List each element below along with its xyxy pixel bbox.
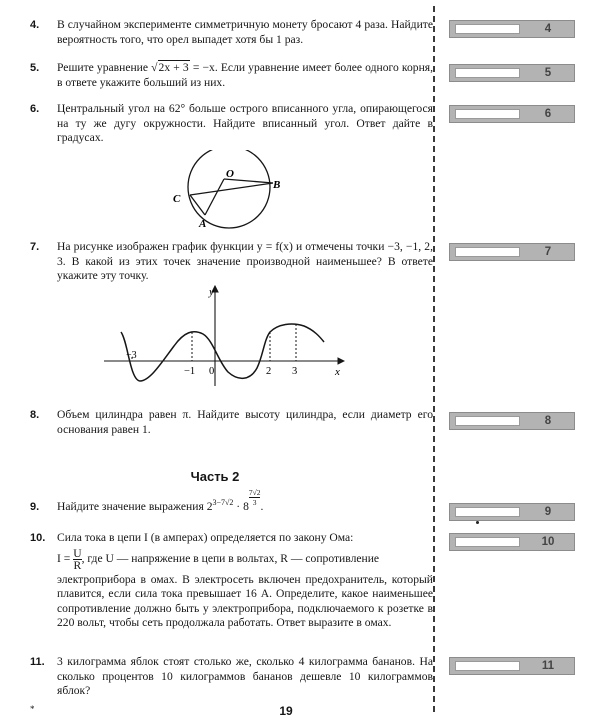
ohm-fraction: $\frac{U}{R}$ — [73, 546, 82, 572]
problem-number: 8. — [30, 409, 40, 421]
answer-box-label: 4 — [544, 23, 552, 35]
problem-text: Центральный угол на 62° больше острого вписанного угла, опирающегося на ту же дугу окружности. Найдите вписанный угол. Ответ дайте в градусах. — [57, 102, 433, 145]
stray-dot — [476, 521, 479, 524]
problem-number: 7. — [30, 241, 40, 253]
segment-OA — [205, 179, 224, 215]
answer-box-label: 8 — [544, 415, 552, 427]
answer-input[interactable] — [455, 68, 520, 78]
answer-box-label: 9 — [544, 506, 552, 518]
answer-box-4[interactable] — [449, 20, 575, 38]
problem-text: На рисунке изображен график функции y = f(x) и отмечены точки −3, −1, 2, 3. В какой из этих точек значение производной наименьшее? В ответе укажите эту точку. — [57, 240, 433, 283]
x-label: x — [335, 366, 340, 378]
answer-input[interactable] — [455, 537, 520, 547]
answer-box-10[interactable] — [449, 533, 575, 551]
answer-input[interactable] — [455, 661, 520, 671]
answer-input[interactable] — [455, 247, 520, 257]
answer-input[interactable] — [455, 416, 520, 426]
answer-input[interactable] — [455, 109, 520, 119]
label-C: C — [173, 193, 181, 205]
problem-number: 4. — [30, 19, 40, 31]
answer-box-5[interactable] — [449, 64, 575, 82]
answer-box-7[interactable] — [449, 243, 575, 261]
problem-number: 9. — [30, 501, 40, 513]
answer-box-label: 10 — [541, 536, 555, 548]
radical: 2x + 3 — [158, 61, 189, 74]
answer-box-label: 5 — [544, 67, 552, 79]
problem-text: Сила тока в цепи I (в амперах) определяется по закону Ома: I = $\frac{U}{R}$ , где U — напряжение в цепи в вольтах, R — сопротивление электроприбора в омах. В электросеть включен предохранитель, который плавится, если сила тока превышает 16 А. Определите, какое наименьшее сопротивление должно быть у электроприбора, подключаемого к розетке в 220 вольт, чтобы сеть продолжала работать. Ответ выразите в омах. — [57, 531, 433, 630]
problem-number: 10. — [30, 532, 46, 544]
answer-box-6[interactable] — [449, 105, 575, 123]
answer-box-9[interactable] — [449, 503, 575, 521]
answer-column-divider — [433, 6, 435, 712]
problem-text: Объем цилиндра равен π. Найдите высоту цилиндра, если диаметр его основания равен 1. — [57, 408, 433, 436]
answer-input[interactable] — [455, 507, 520, 517]
answer-box-label: 7 — [544, 246, 552, 258]
tick-neg3: −3 — [126, 350, 137, 361]
label-O: O — [226, 168, 234, 180]
answer-box-11[interactable] — [449, 657, 575, 675]
label-A: A — [199, 218, 207, 230]
answer-box-label: 6 — [544, 108, 552, 120]
problem-text: 3 килограмма яблок стоят столько же, сколько 4 килограмма бананов. На сколько процентов 10 килограммов бананов дешевле 10 килограммов яблок? — [57, 655, 433, 698]
answer-box-8[interactable] — [449, 412, 575, 430]
origin-label: 0 — [209, 366, 215, 377]
problem-text: Решите уравнение √2x + 3 = −x. Если уравнение имеет более одного корня, в ответе укажите больший из них. — [57, 61, 434, 89]
problem-number: 6. — [30, 103, 40, 115]
tick-3: 3 — [292, 366, 298, 377]
page-number: 19 — [279, 704, 293, 718]
segment-CB — [190, 183, 273, 195]
problem-text: Найдите значение выражения $2^{3-7√2} \cdot 8$ $\frac{7√2}{3}$ . — [57, 488, 264, 513]
circle-figure — [166, 150, 296, 230]
answer-box-label: 11 — [541, 660, 555, 672]
answer-input[interactable] — [455, 24, 520, 34]
problem-number: 11. — [30, 656, 45, 668]
problem-text: В случайном эксперименте симметричную монету бросают 4 раза. Найдите вероятность того, что орел выпадет хотя бы 1 раз. — [57, 18, 433, 46]
tick-neg1: −1 — [184, 366, 196, 377]
function-graph — [100, 282, 350, 392]
footer-mark: * — [30, 704, 35, 714]
problem-number: 5. — [30, 62, 40, 74]
label-B: B — [273, 179, 281, 191]
section-title: Часть 2 — [190, 469, 240, 484]
tick-2: 2 — [266, 366, 272, 377]
y-label: y — [209, 286, 214, 298]
